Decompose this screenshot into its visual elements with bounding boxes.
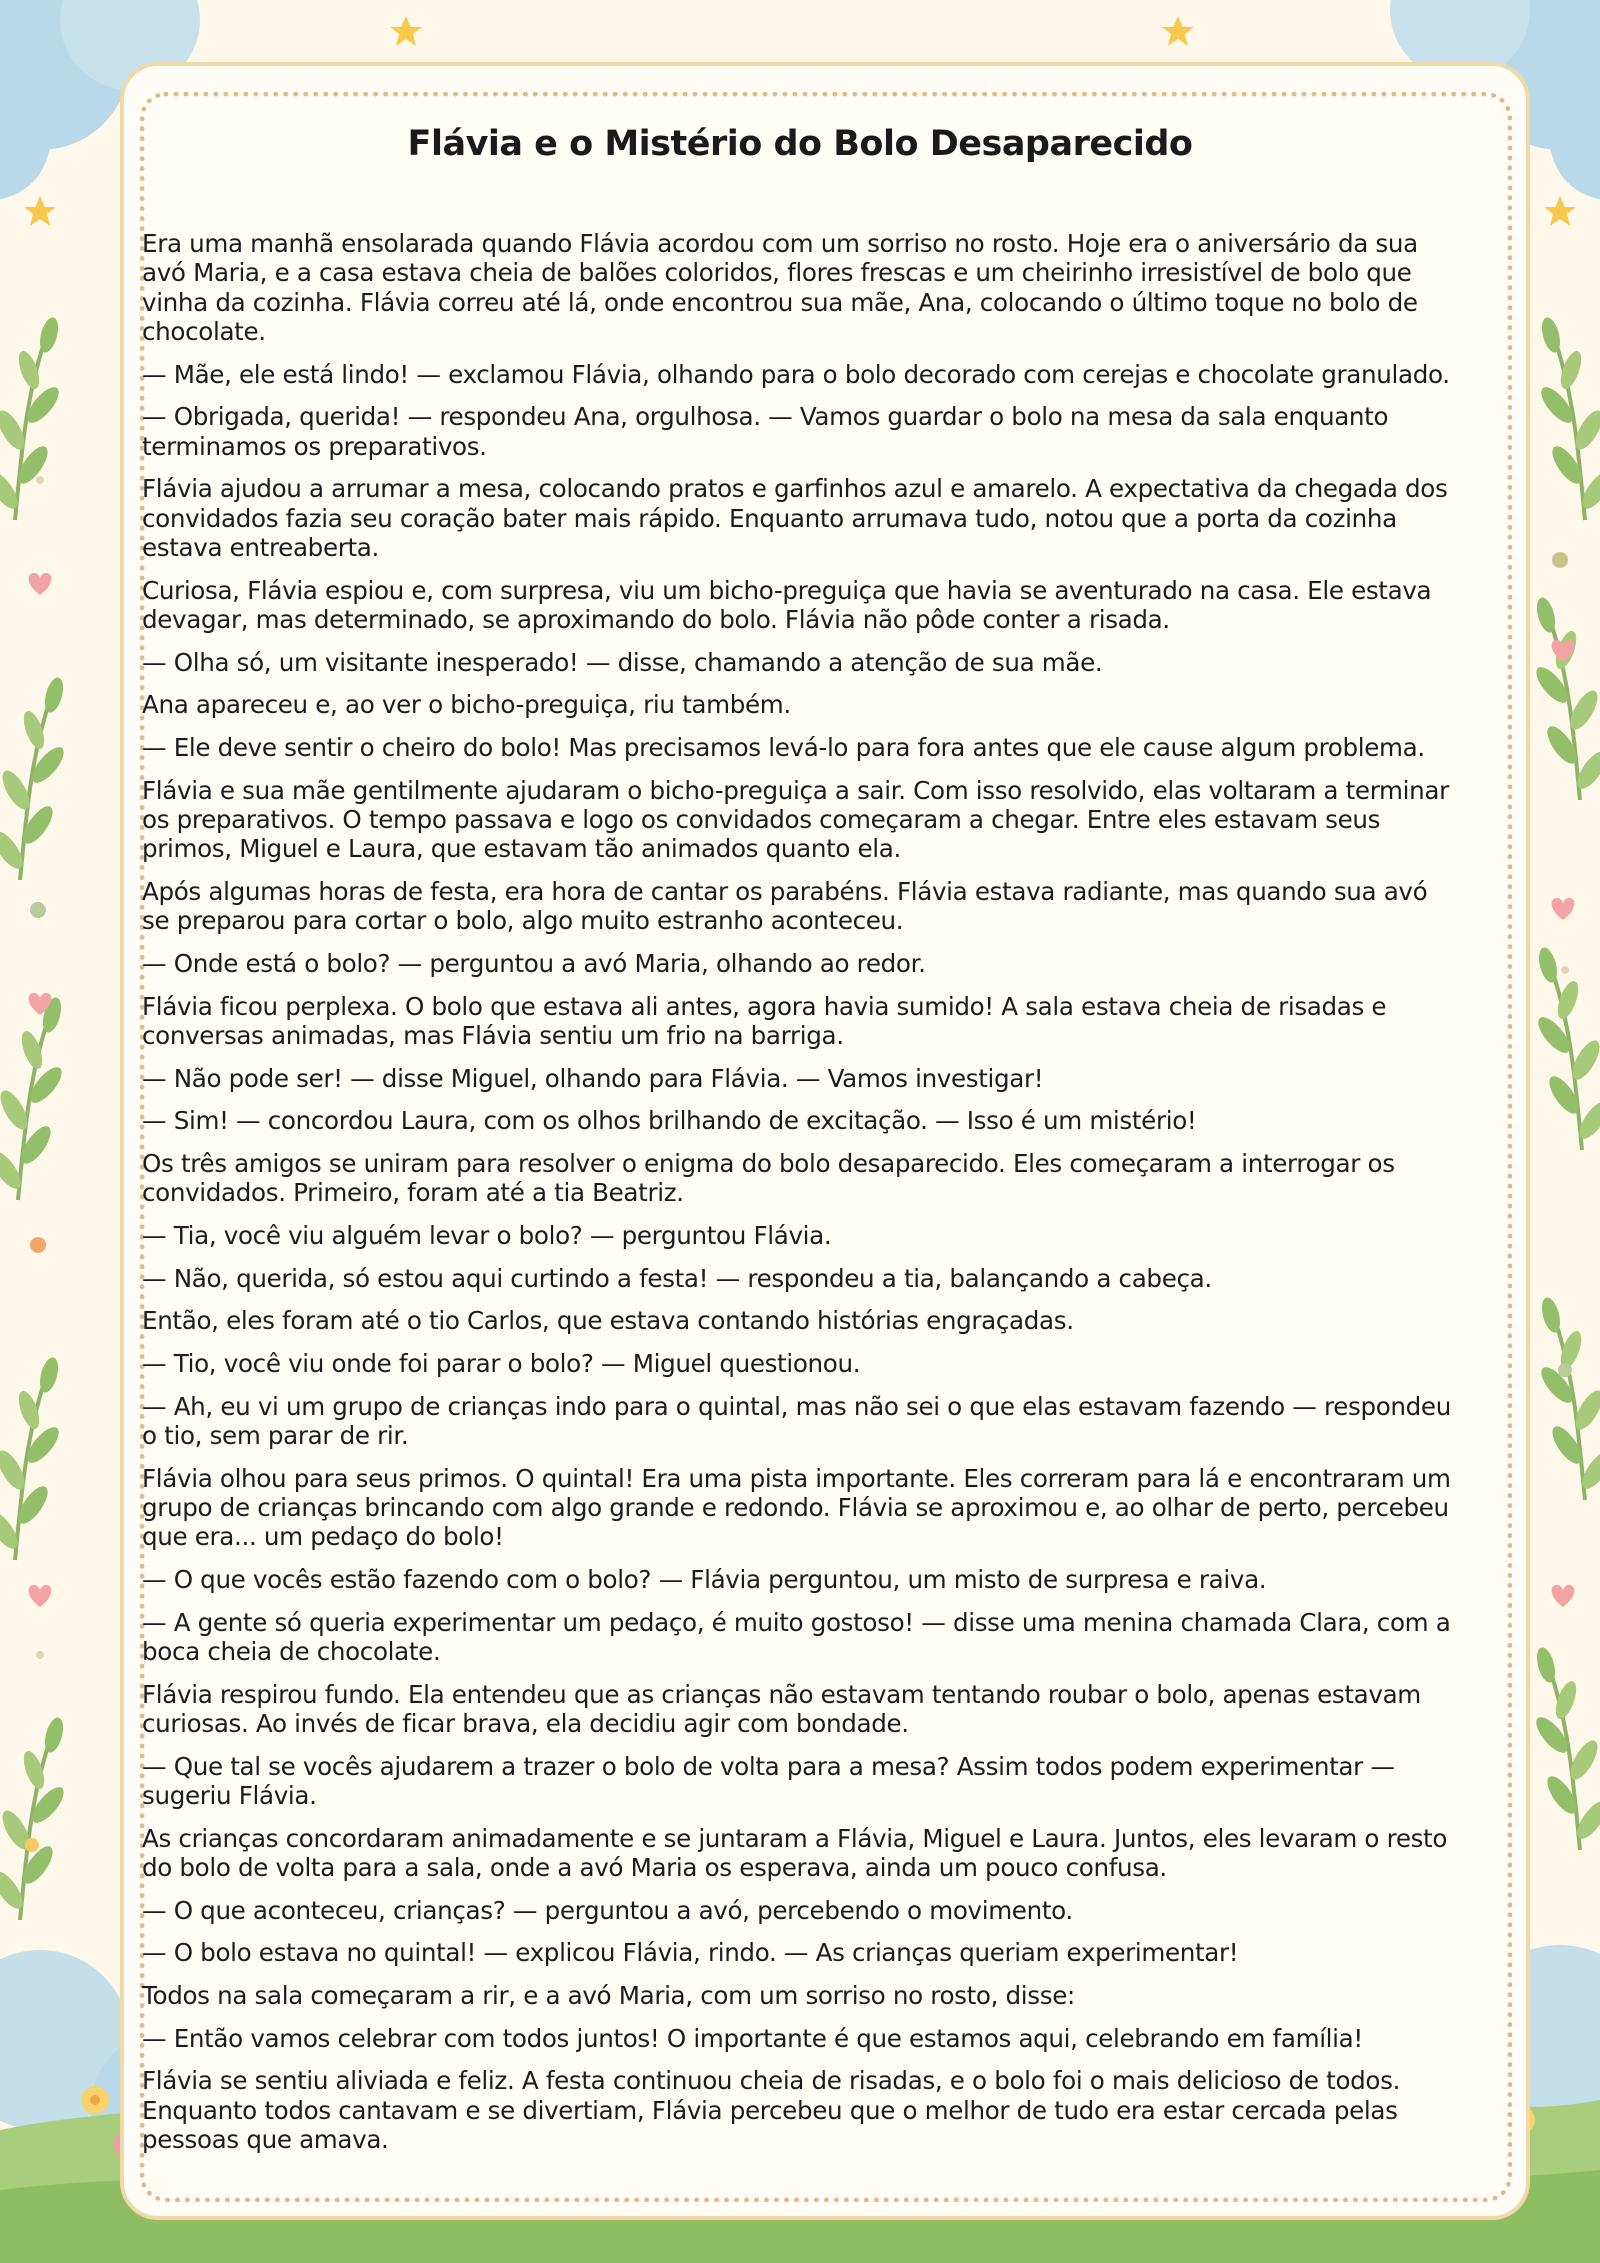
story-paragraph: — Ele deve sentir o cheiro do bolo! Mas precisamos levá-lo para fora antes que ele cause algum problema.	[142, 732, 1425, 762]
story-paragraph: Após algumas horas de festa, era hora de cantar os parabéns. Flávia estava radiante, mas quando sua avó se preparou para cortar o bolo, algo muito estranho aconteceu.	[142, 876, 1428, 936]
story-paragraph: — Tia, você viu alguém levar o bolo? — perguntou Flávia.	[142, 1220, 832, 1250]
story-paragraph: Todos na sala começaram a rir, e a avó Maria, com um sorriso no rosto, disse:	[142, 1980, 1075, 2010]
story-paragraph: Então, eles foram até o tio Carlos, que estava contando histórias engraçadas.	[142, 1306, 1074, 1336]
story-paragraph: — Então vamos celebrar com todos juntos! O importante é que estamos aqui, celebrando em família!	[142, 2023, 1363, 2053]
story-paragraph: Flávia ficou perplexa. O bolo que estava ali antes, agora havia sumido! A sala estava cheia de risadas e conversas animadas, mas Flávia sentiu um frio na barriga.	[142, 991, 1387, 1050]
story-paragraph: — O que vocês estão fazendo com o bolo? — Flávia perguntou, um misto de surpresa e raiva.	[142, 1564, 1267, 1594]
story-paragraph: — Sim! — concordou Laura, com os olhos brilhando de excitação. — Isso é um mistério!	[142, 1106, 1197, 1136]
story-paragraph: Flávia se sentiu aliviada e feliz. A festa continuou cheia de risadas, e o bolo foi o mais delicioso de todos. Enquanto todos cantavam e se divertiam, Flávia percebeu que o melhor de tudo era estar cercada pelas pessoas que amava.	[142, 2066, 1401, 2154]
story-paragraph: — Obrigada, querida! — respondeu Ana, orgulhosa. — Vamos guardar o bolo na mesa da sala enquanto terminamos os preparativos.	[142, 402, 1389, 461]
leaf-branch-icon	[0, 316, 69, 1920]
story-paragraph: — Onde está o bolo? — perguntou a avó Maria, olhando ao redor.	[142, 948, 926, 978]
story-paragraph: — O que aconteceu, crianças? — perguntou a avó, percebendo o movimento.	[142, 1895, 1073, 1925]
story-paragraph: — Tio, você viu onde foi parar o bolo? — Miguel questionou.	[142, 1348, 861, 1378]
story-paragraph: Flávia olhou para seus primos. O quintal! Era uma pista importante. Eles correram para lá e encontraram um grupo de crianças brincando com algo grande e redondo. Flávia se aproximou e, ao olhar de perto, percebeu que era... um pedaço do bolo!	[142, 1463, 1451, 1552]
story-paragraph: — Que tal se vocês ajudarem a trazer o bolo de volta para a mesa? Assim todos podem experimentar — sugeriu Flávia.	[142, 1751, 1395, 1810]
story-paragraph: — Não, querida, só estou aqui curtindo a festa! — respondeu a tia, balançando a cabeça.	[142, 1263, 1212, 1293]
story-paragraph: — Ah, eu vi um grupo de crianças indo para o quintal, mas não sei o que elas estavam fazendo — respondeu o tio, sem parar de rir.	[142, 1391, 1451, 1450]
leaf-branch-icon	[1531, 316, 1600, 1850]
story-paragraph: — Mãe, ele está lindo! — exclamou Flávia, olhando para o bolo decorado com cerejas e chocolate granulado.	[142, 359, 1450, 389]
story-paragraph: — O bolo estava no quintal! — explicou Flávia, rindo. — As crianças queriam experimentar!	[142, 1938, 1239, 1968]
story-paragraph: Ana apareceu e, ao ver o bicho-preguiça, riu também.	[142, 690, 791, 720]
story-paragraph: As crianças concordaram animadamente e se juntaram a Flávia, Miguel e Laura. Juntos, eles levaram o resto do bolo de volta para a sala, onde a avó Maria os esperava, ainda um pouco confusa.	[142, 1823, 1448, 1882]
story-paragraph: Flávia ajudou a arrumar a mesa, colocando pratos e garfinhos azul e amarelo. A expectativa da chegada dos convidados fazia seu coração bater mais rápido. Enquanto arrumava tudo, notou que a porta da cozinha estava entreaberta.	[142, 474, 1448, 562]
story-paragraph: — Não pode ser! — disse Miguel, olhando para Flávia. — Vamos investigar!	[142, 1063, 1044, 1093]
story-body	[142, 229, 1456, 2168]
story-title: Flávia e o Mistério do Bolo Desaparecido	[407, 124, 1193, 164]
story-paragraph: Curiosa, Flávia espiou e, com surpresa, viu um bicho-preguiça que havia se aventurado na casa. Ele estava devagar, mas determinado, se aproximando do bolo. Flávia não pôde conter a risada.	[142, 575, 1432, 634]
story-paragraph: Os três amigos se uniram para resolver o enigma do bolo desaparecido. Eles começaram a interrogar os convidados. Primeiro, foram até a tia Beatriz.	[142, 1148, 1395, 1208]
story-paragraph: — A gente só queria experimentar um pedaço, é muito gostoso! — disse uma menina chamada Clara, com a boca cheia de chocolate.	[142, 1607, 1451, 1666]
story-paragraph: Flávia respirou fundo. Ela entendeu que as crianças não estavam tentando roubar o bolo, apenas estavam curiosas. Ao invés de ficar brava, ela decidiu agir com bondade.	[142, 1679, 1421, 1738]
story-paragraph: Flávia e sua mãe gentilmente ajudaram o bicho-preguiça a sair. Com isso resolvido, elas voltaram a terminar os preparativos. O tempo passava e logo os convidados começaram a chegar. Entre eles estavam seus primos, Miguel e Laura, que estavam tão animados quanto ela.	[142, 775, 1449, 864]
story-paragraph: — Olha só, um visitante inesperado! — disse, chamando a atenção de sua mãe.	[142, 647, 1103, 677]
story-paragraph: Era uma manhã ensolarada quando Flávia acordou com um sorriso no rosto. Hoje era o aniversário da sua avó Maria, e a casa estava cheia de balões coloridos, flores frescas e um cheirinho irresistível de bolo que vinha da cozinha. Flávia correu até lá, onde encontrou sua mãe, Ana, colocando o último toque no bolo de chocolate.	[142, 229, 1418, 346]
